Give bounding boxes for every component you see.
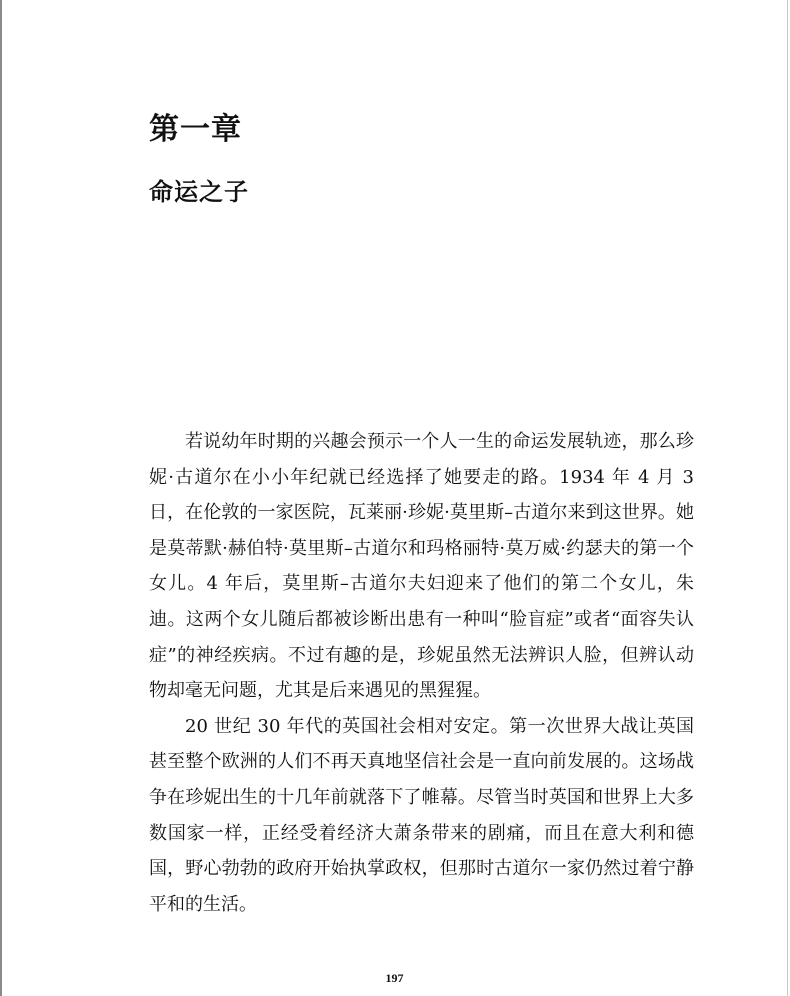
chapter-title: 命运之子 — [149, 177, 249, 206]
chapter-body — [149, 424, 694, 922]
paragraph: 20 世纪 30 年代的英国社会相对安定。第一次世界大战让英国甚至整个欧洲的人们不再天真地坚信社会是一直向前发展的。这场战争在珍妮出生的十几年前就落下了帷幕。尽管当时英国和世界上大多数国家一样，正经受着经济大萧条带来的剧痛，而且在意大利和德国，野心勃勃的政府开始执掌政权，但那时古道尔一家仍然过着宁静平和的生活。 — [149, 715, 694, 915]
paragraph: 若说幼年时期的兴趣会预示一个人一生的命运发展轨迹，那么珍妮·古道尔在小小年纪就已经选择了她要走的路。1934 年 4 月 3 日，在伦敦的一家医院，瓦莱丽·珍妮·莫里斯–古道尔来到这世界。她是莫蒂默·赫伯特·莫里斯–古道尔和玛格丽特·莫万威·约瑟夫的第一个女儿。4 年后，莫里斯–古道尔夫妇迎来了他们的第二个女儿，朱迪。这两个女儿随后都被诊断出患有一种叫“脸盲症”或者“面容失认症”的神经疾病。不过有趣的是，珍妮虽然无法辨识人脸，但辨认动物却毫无问题，尤其是后来遇见的黑猩猩。 — [149, 431, 694, 702]
page-number: 197 — [385, 971, 404, 985]
chapter-number-heading: 第一章 — [149, 112, 242, 147]
